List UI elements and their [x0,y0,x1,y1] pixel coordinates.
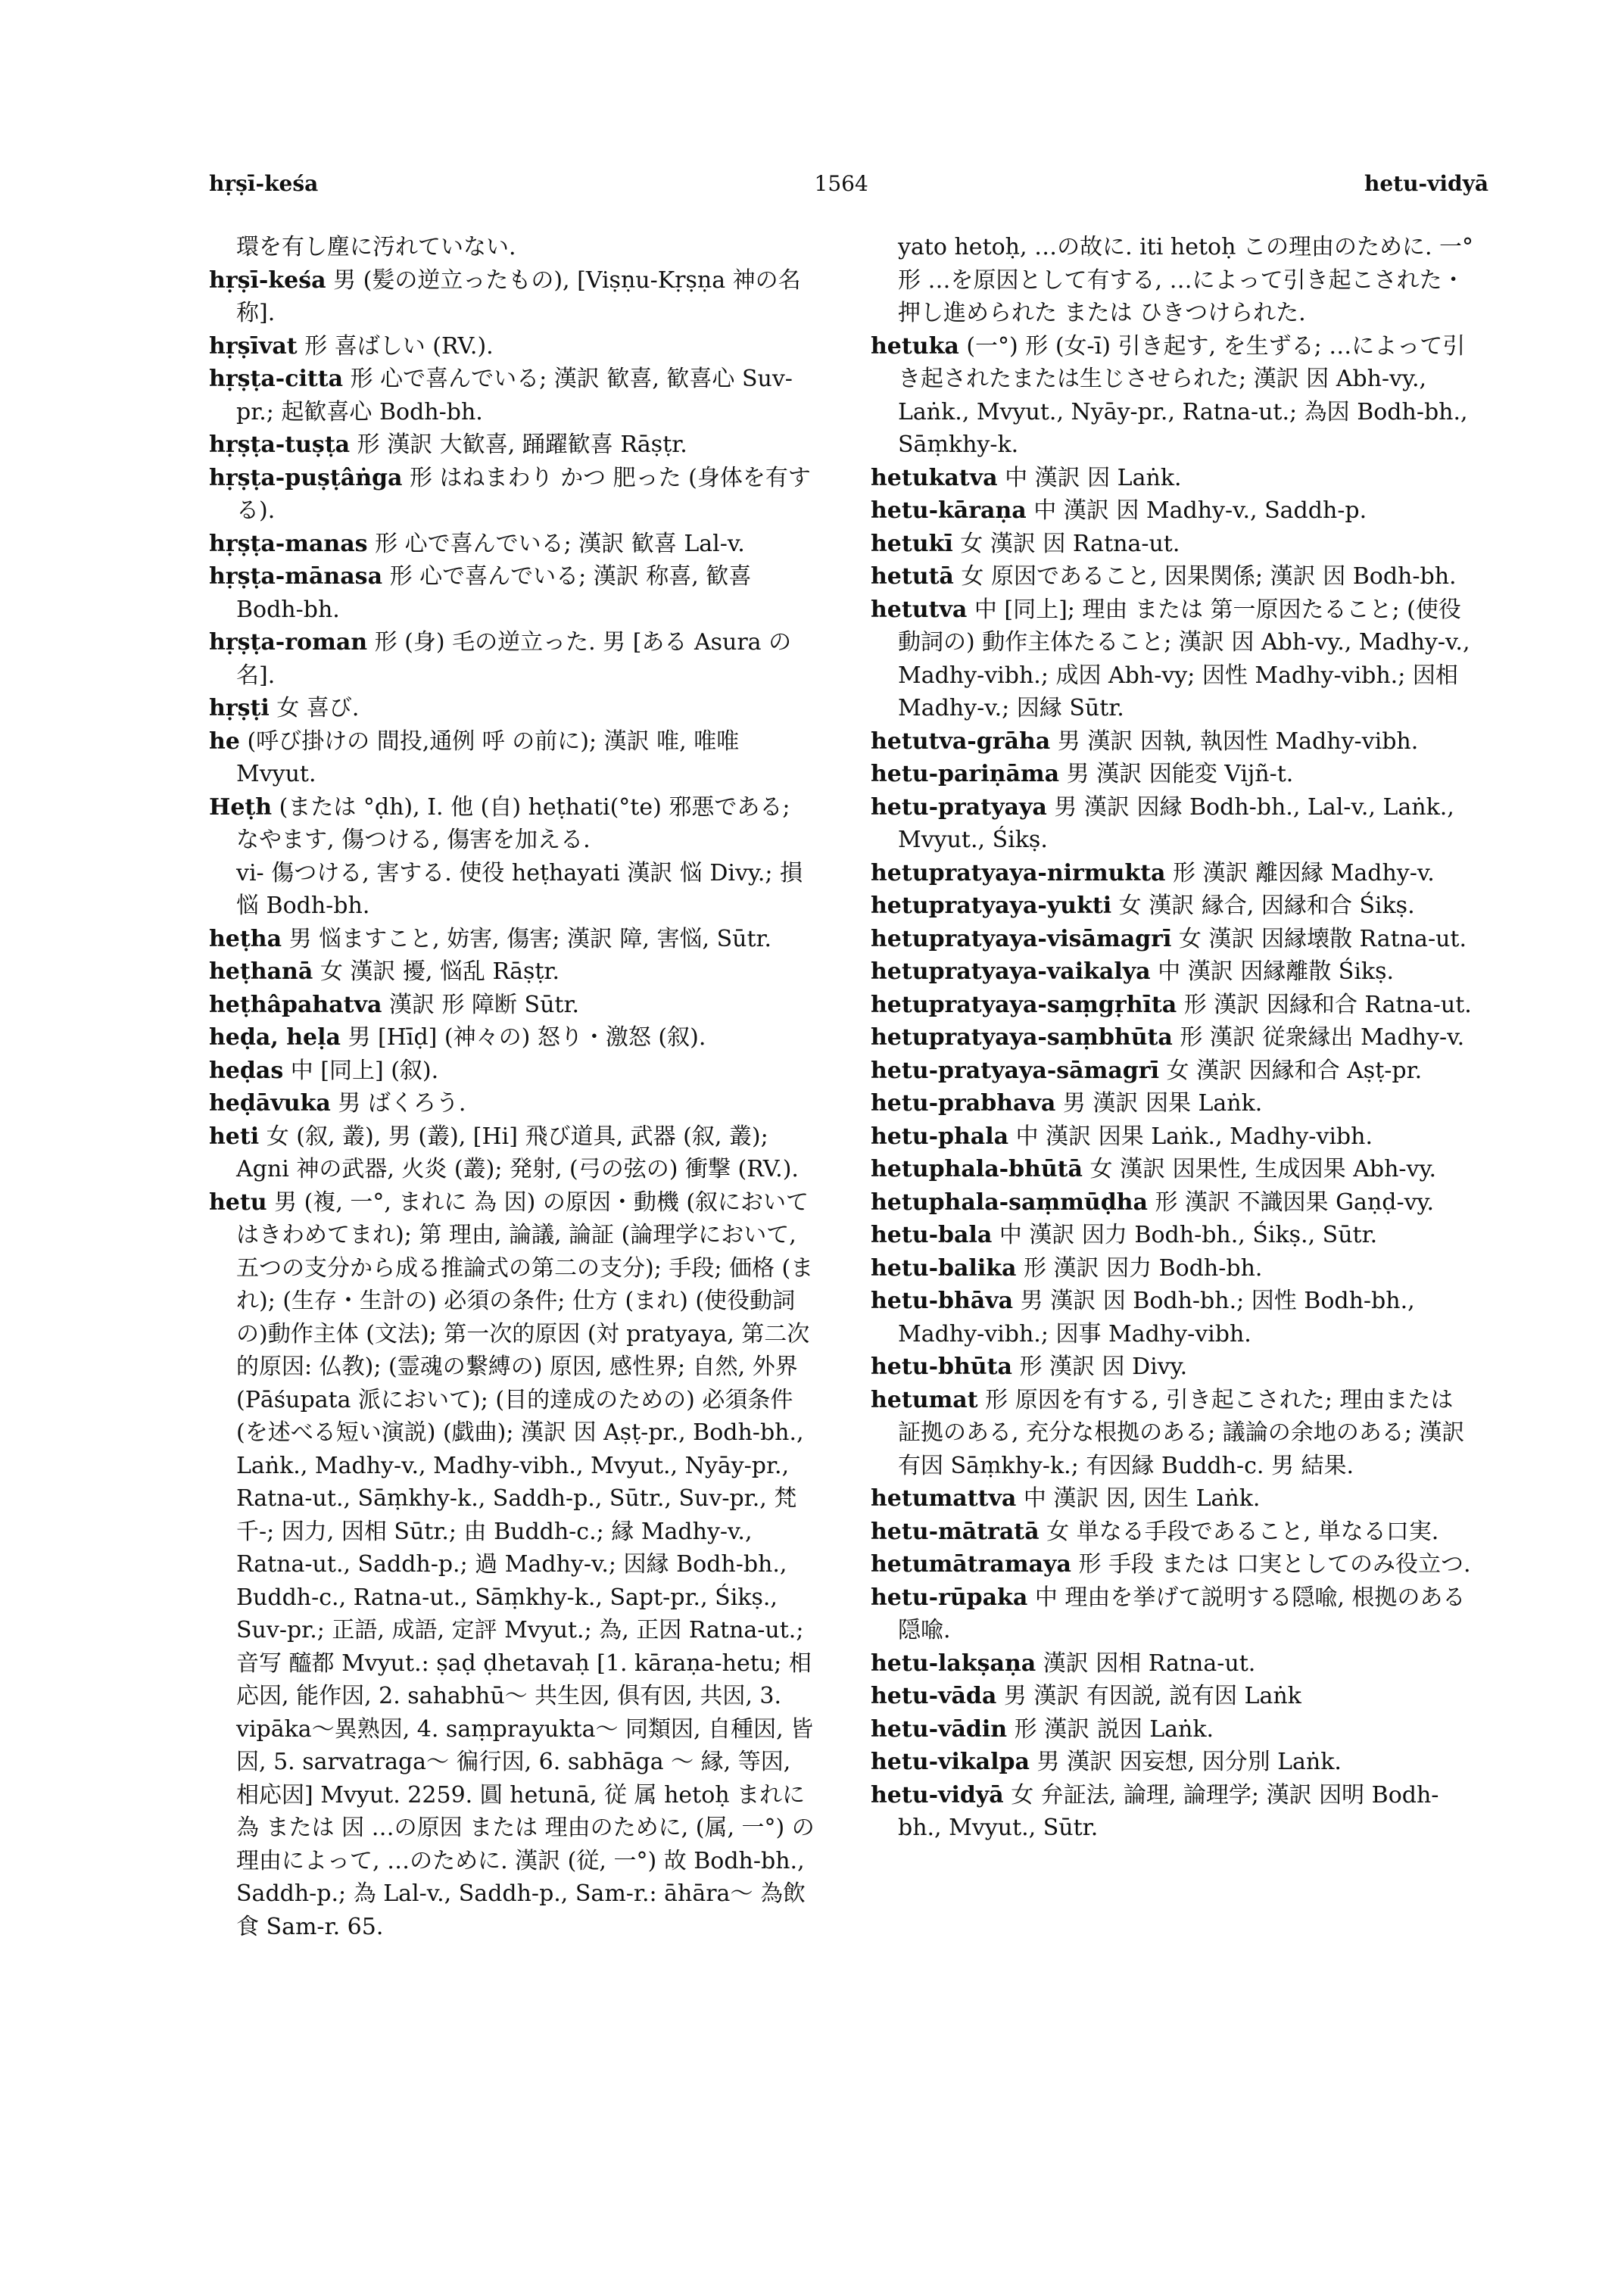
running-head [209,171,1488,196]
entry-definition: (一°) 形 (女-ī) 引き起す, を生ずる; …によって引き起されたまたは生じさせられた; 漢訳 因 Abh-vy., Laṅk., Mvyut., Nyāy-pr., Ratna-ut.; 為因 Bodh-bh., Sāṃkhy-k. [898,332,1468,458]
entry-definition: 形 心で喜んでいる; 漢訳 歓喜 Lal-v. [375,530,745,557]
entry-headword: heḍa, heḷa [209,1024,341,1051]
dictionary-entry [871,1351,1476,1384]
entry-headword: he [209,727,240,755]
entry-headword: heḍāvuka [209,1090,331,1117]
dictionary-entry [871,725,1476,759]
entry-definition: 女 漢訳 因果性, 生成因果 Abh-vy. [1089,1156,1436,1182]
entry-headword: heṭha [209,925,282,952]
entry-headword: hṛṣṭa-tuṣṭa [209,431,351,458]
entry-definition: 形 漢訳 大歓喜, 踊躍歓喜 Rāṣṭr. [357,431,687,458]
entry-definition: yato hetoḥ, …の故に. iti hetoḥ この理由のために. 一° 形 …を原因として有する, …によって引き起こされた・押し進められた または ひきつけられた. [898,234,1474,326]
entry-headword: hetupratyaya-visāmagrī [871,925,1172,952]
dictionary-entry [209,989,815,1022]
entry-definition: 形 心で喜んでいる; 漢訳 歓喜, 歓喜心 Suv-pr.; 起歓喜心 Bodh-bh. [236,366,793,425]
entry-definition: 形 手段 または 口実としてのみ役立つ. [1078,1551,1471,1578]
left-column [209,231,815,1943]
entry-headword: Heṭh [209,793,273,821]
dictionary-entry [209,725,815,791]
dictionary-entry [871,1581,1476,1647]
entry-definition: 女 漢訳 因縁壊散 Ratna-ut. [1178,925,1467,952]
entry-definition: 女 漢訳 擾, 悩乱 Rāṣṭr. [320,958,560,985]
dictionary-entry [871,1713,1476,1746]
dictionary-entry [871,231,1476,330]
dictionary-entry [871,594,1476,725]
dictionary-entry [209,428,815,462]
dictionary-entry [871,1285,1476,1351]
entry-definition: 形 漢訳 因力 Bodh-bh. [1024,1254,1263,1282]
dictionary-entry [209,923,815,956]
entry-headword: hetu-mātratā [871,1518,1040,1545]
dictionary-entry [871,955,1476,989]
dictionary-entry [871,989,1476,1022]
entry-definition: 男 漢訳 因能変 Vijñ-t. [1066,761,1294,787]
entry-definition: 女 漢訳 縁合, 因縁和合 Śikṣ. [1118,893,1415,919]
dictionary-entry [871,528,1476,561]
entry-headword: hetu-phala [871,1123,1009,1150]
entry-headword: hṛṣīvat [209,332,298,360]
dictionary-entry [871,758,1476,791]
entry-headword: hṛṣṭi [209,695,270,721]
dictionary-entry [871,1087,1476,1120]
dictionary-entry [871,1647,1476,1681]
entry-definition: 環を有し塵に汚れていない. [236,234,516,260]
dictionary-entry [209,560,815,626]
entry-definition: 女 弁証法, 論理, 論理学; 漢訳 因明 Bodh-bh., Mvyut., Sūtr. [898,1781,1439,1841]
dictionary-entry [871,791,1476,857]
dictionary-entry [209,626,815,692]
entry-definition: 男 漢訳 有因説, 説有因 Laṅk [1003,1683,1301,1709]
dictionary-entry [871,462,1476,495]
entry-definition: (または °ḍh), I. 他 (自) heṭhati(°te) 邪悪である; なやます, 傷つける, 傷害を加える. [236,793,790,853]
entry-definition: 男 漢訳 因果 Laṅk. [1062,1090,1263,1117]
dictionary-entry [871,1548,1476,1581]
entry-headword: hetukī [871,530,953,557]
entry-headword: hṛṣṭa-roman [209,629,368,656]
dictionary-entry [871,1021,1476,1055]
dictionary-entry [871,857,1476,890]
dictionary-entry [209,692,815,725]
entry-definition: 男 漢訳 因妄想, 因分別 Laṅk. [1036,1749,1342,1775]
entry-headword: hetu-bala [871,1222,993,1248]
entry-headword: hṛṣṭa-manas [209,530,368,557]
entry-headword: hetuphala-saṃmūḍha [871,1189,1148,1216]
entry-definition: 形 (身) 毛の逆立った. 男 [ある Asura の名]. [236,629,792,689]
dictionary-entry [871,494,1476,528]
entry-definition: 形 喜ばしい (RV.). [304,332,494,360]
entry-headword: heḍas [209,1057,284,1084]
entry-definition: 女 漢訳 因 Ratna-ut. [960,530,1180,557]
entry-definition: 女 (叙, 叢), 男 (叢), [Hi] 飛び道具, 武器 (叙, 叢); Agni 神の武器, 火炎 (叢); 発射, (弓の弦の) 衝撃 (RV.). [236,1123,799,1182]
dictionary-entry [871,560,1476,594]
entry-definition: 漢訳 形 障断 Sūtr. [388,991,580,1018]
entry-headword: hetu-vikalpa [871,1749,1030,1775]
dictionary-entry [209,231,815,264]
entry-headword: hetutva [871,596,968,623]
dictionary-entry [209,1087,815,1120]
entry-headword: hetu-vidyā [871,1781,1004,1809]
dictionary-entry [871,1219,1476,1252]
entry-headword: hetu-vādin [871,1715,1008,1743]
entry-headword: hetu-kāraṇa [871,497,1027,524]
entry-headword: hetu-vāda [871,1683,997,1709]
entry-headword: hetupratyaya-nirmukta [871,859,1166,886]
entry-definition: 男 漢訳 因執, 執因性 Madhy-vibh. [1057,727,1419,755]
dictionary-entry [871,1186,1476,1220]
entry-headword: hetu-lakṣaṇa [871,1650,1036,1677]
right-column [871,231,1476,1845]
entry-definition: 男 悩ますこと, 妨害, 傷害; 漢訳 障, 害悩, Sūtr. [288,925,772,952]
entry-definition: vi- 傷つける, 害する. 使役 heṭhayati 漢訳 悩 Divy.; 損悩 Bodh-bh. [236,859,803,919]
entry-definition: 女 漢訳 因縁和合 Aṣṭ-pr. [1166,1057,1423,1084]
dictionary-entry [871,923,1476,956]
dictionary-entry [871,1252,1476,1285]
entry-definition: 中 漢訳 因 Laṅk. [1005,464,1182,491]
dictionary-entry [209,1120,815,1186]
dictionary-entry [871,1482,1476,1516]
entry-definition: 形 漢訳 因縁和合 Ratna-ut. [1183,991,1472,1018]
dictionary-entry [871,1055,1476,1088]
dictionary-entry [871,1384,1476,1483]
entry-definition: 形 漢訳 説因 Laṅk. [1014,1715,1214,1743]
entry-definition: 形 はねまわり かつ 肥った (身体を有する). [236,464,811,524]
entry-definition: 中 漢訳 因 Madhy-v., Saddh-p. [1033,497,1367,524]
entry-headword: hetumātramaya [871,1551,1071,1578]
running-head-left: hṛṣī-keśa [209,171,319,196]
dictionary-entry [209,857,815,923]
entry-definition: 中 漢訳 因縁離散 Śikṣ. [1158,958,1395,985]
entry-definition: 男 漢訳 因 Bodh-bh.; 因性 Bodh-bh., Madhy-vibh.; 因事 Madhy-vibh. [898,1288,1415,1347]
entry-headword: hetu-pratyaya-sāmagrī [871,1057,1159,1084]
entry-headword: hetumat [871,1386,978,1413]
entry-definition: 形 漢訳 離因縁 Madhy-v. [1173,859,1435,886]
dictionary-entry [209,1055,815,1088]
dictionary-entry [209,1021,815,1055]
dictionary-entry [871,1746,1476,1779]
entry-definition: 中 [同上] (叙). [290,1057,439,1084]
entry-definition: 男 (複, 一°, まれに 為 因) の原因・動機 (叙においてはきわめてまれ); 第 理由, 論議, 論証 (論理学において, 五つの支分から成る推論式の第二の支分); 手段; 価格 (まれ); (生存・生計の) 必須の条件; 仕方 (まれ) (使役動詞の)動作主体 (文法); 第一次的原因 (対 pratyaya, 第二次的原因: 仏教); (霊魂の繋縛の) 原因, 感性界; 自然, 外界 (Pāśupata 派において); (目的達成のための) 必須条件 (を述べる短い演説) (戯曲); 漢訳 因 Aṣṭ-pr., Bodh-bh., Laṅk., Madhy-v., Madhy-vibh., Mvyut., Nyāy-pr., Ratna-ut., Sāṃkhy-k., Saddh-p., Sūtr., Suv-pr., 梵千-; 因力, 因相 Sūtr.; 由 Buddh-c.; 縁 Madhy-v., Ratna-ut., Saddh-p.; 過 Madhy-v.; 因縁 Bodh-bh., Buddh-c., Ratna-ut., Sāṃkhy-k., Sapt-pr., Śikṣ., Suv-pr.; 正語, 成語, 定評 Mvyut.; 為, 正因 Ratna-ut.; 音写 醯都 Mvyut.: ṣaḍ ḍhetavaḥ [1. kāraṇa-hetu; 相応因, 能作因, 2. sahabhū～ 共生因, 俱有因, 共因, 3. vipāka～異熟因, 4. saṃprayukta～ 同類因, 自種因, 皆因, 5. sarvatraga～ 徧行因, 6. sabhāga ～ 縁, 等因, 相応因] Mvyut. 2259. 圓 hetunā, 従 属 hetoḥ まれに 為 または 因 …の原因 または 理由のために, (属, 一°) の理由によって, …のために. 漢訳 (従, 一°) 故 Bodh-bh., Saddh-p.; 為 Lal-v., Saddh-p., Sam-r.: āhāra～ 為飲食 Sam-r. 65. [236,1189,815,1940]
entry-headword: hetu-bhāva [871,1288,1014,1314]
dictionary-entry [209,1186,815,1944]
entry-headword: heti [209,1123,260,1150]
entry-headword: hetupratyaya-saṃgṛhīta [871,991,1177,1018]
running-head-right: hetu-vidyā [1364,171,1488,196]
entry-definition: 形 原因を有する, 引き起こされた; 理由または 証拠のある, 充分な根拠のある; 議論の余地のある; 漢訳 有因 Sāṃkhy-k.; 有因縁 Buddh-c. 男 結果. [898,1386,1465,1479]
dictionary-entry [871,1120,1476,1154]
entry-definition: 男 ばくろう. [338,1090,466,1117]
dictionary-entry [209,528,815,561]
dictionary-entry [209,462,815,528]
entry-headword: hetukatva [871,464,998,491]
entry-definition: 中 [同上]; 理由 または 第一原因たること; (使役動詞の) 動作主体たること; 漢訳 因 Abh-vy., Madhy-v., Madhy-vibh.; 成因 Abh-vy; 因性 Madhy-vibh.; 因相 Madhy-v.; 因縁 Sūtr. [898,596,1470,721]
entry-headword: hetu-pratyaya [871,793,1047,821]
entry-headword: heṭhanā [209,958,313,985]
dictionary-entry [871,1516,1476,1549]
entry-headword: hṛṣṭa-puṣṭâṅga [209,464,403,491]
dictionary-entry [871,1153,1476,1186]
dictionary-entry [871,1680,1476,1713]
entry-headword: hetu-bhūta [871,1354,1012,1380]
entry-definition: 形 漢訳 不識因果 Gaṇḍ-vy. [1155,1189,1435,1216]
entry-headword: hetupratyaya-vaikalya [871,958,1151,985]
entry-headword: hetu-balika [871,1254,1017,1282]
entry-headword: hetupratyaya-saṃbhūta [871,1024,1173,1051]
entry-definition: 男 [Hīḍ] (神々の) 怒り・激怒 (叙). [348,1024,706,1051]
entry-headword: hetumattva [871,1485,1017,1512]
entry-definition: (呼び掛けの 間投,通例 呼 の前に); 漢訳 唯, 唯唯 Mvyut. [236,727,740,787]
entry-definition: 漢訳 因相 Ratna-ut. [1043,1650,1256,1677]
entry-definition: 女 単なる手段であること, 単なる口実. [1046,1518,1439,1545]
entry-headword: hṛṣṭa-mānasa [209,563,383,590]
dictionary-entry [871,889,1476,923]
entry-headword: hetuphala-bhūtā [871,1156,1083,1182]
entry-headword: hṛṣṭa-citta [209,366,344,392]
entry-headword: hṛṣī-keśa [209,266,326,294]
dictionary-entry [209,791,815,857]
entry-definition: 男 漢訳 因縁 Bodh-bh., Lal-v., Laṅk., Mvyut., Śikṣ. [898,793,1454,853]
entry-definition: 女 喜び. [276,695,360,721]
dictionary-entry [209,363,815,428]
entry-definition: 女 原因であること, 因果関係; 漢訳 因 Bodh-bh. [961,563,1457,590]
entry-headword: hetuka [871,332,959,360]
entry-headword: heṭhâpahatva [209,991,382,1018]
page-number: 1564 [814,171,868,196]
entry-definition: 男 (髪の逆立ったもの), [Viṣṇu-Kṛṣṇa 神の名称]. [236,266,801,326]
entry-headword: hetutā [871,563,954,590]
entry-headword: hetu [209,1189,267,1216]
entry-definition: 形 心で喜んでいる; 漢訳 称喜, 歓喜 Bodh-bh. [236,563,752,623]
dictionary-entry [871,1779,1476,1845]
entry-definition: 中 漢訳 因, 因生 Laṅk. [1023,1485,1261,1512]
entry-headword: hetutva-grāha [871,727,1051,755]
entry-definition: 形 漢訳 従衆縁出 Madhy-v. [1180,1024,1465,1051]
entry-headword: hetu-rūpaka [871,1584,1028,1611]
dictionary-entry [209,330,815,363]
entry-definition: 形 漢訳 因 Divy. [1019,1354,1188,1380]
entry-definition: 中 漢訳 因果 Laṅk., Madhy-vibh. [1015,1123,1373,1150]
entry-headword: hetu-prabhava [871,1090,1056,1117]
dictionary-entry [871,330,1476,462]
entry-definition: 中 漢訳 因力 Bodh-bh., Śikṣ., Sūtr. [999,1222,1378,1248]
entry-headword: hetu-pariṇāma [871,761,1060,787]
dictionary-entry [209,955,815,989]
entry-headword: hetupratyaya-yukti [871,893,1112,919]
dictionary-entry [209,264,815,330]
entry-definition: 中 理由を挙げて説明する隠喩, 根拠のある隠喩. [898,1584,1466,1643]
